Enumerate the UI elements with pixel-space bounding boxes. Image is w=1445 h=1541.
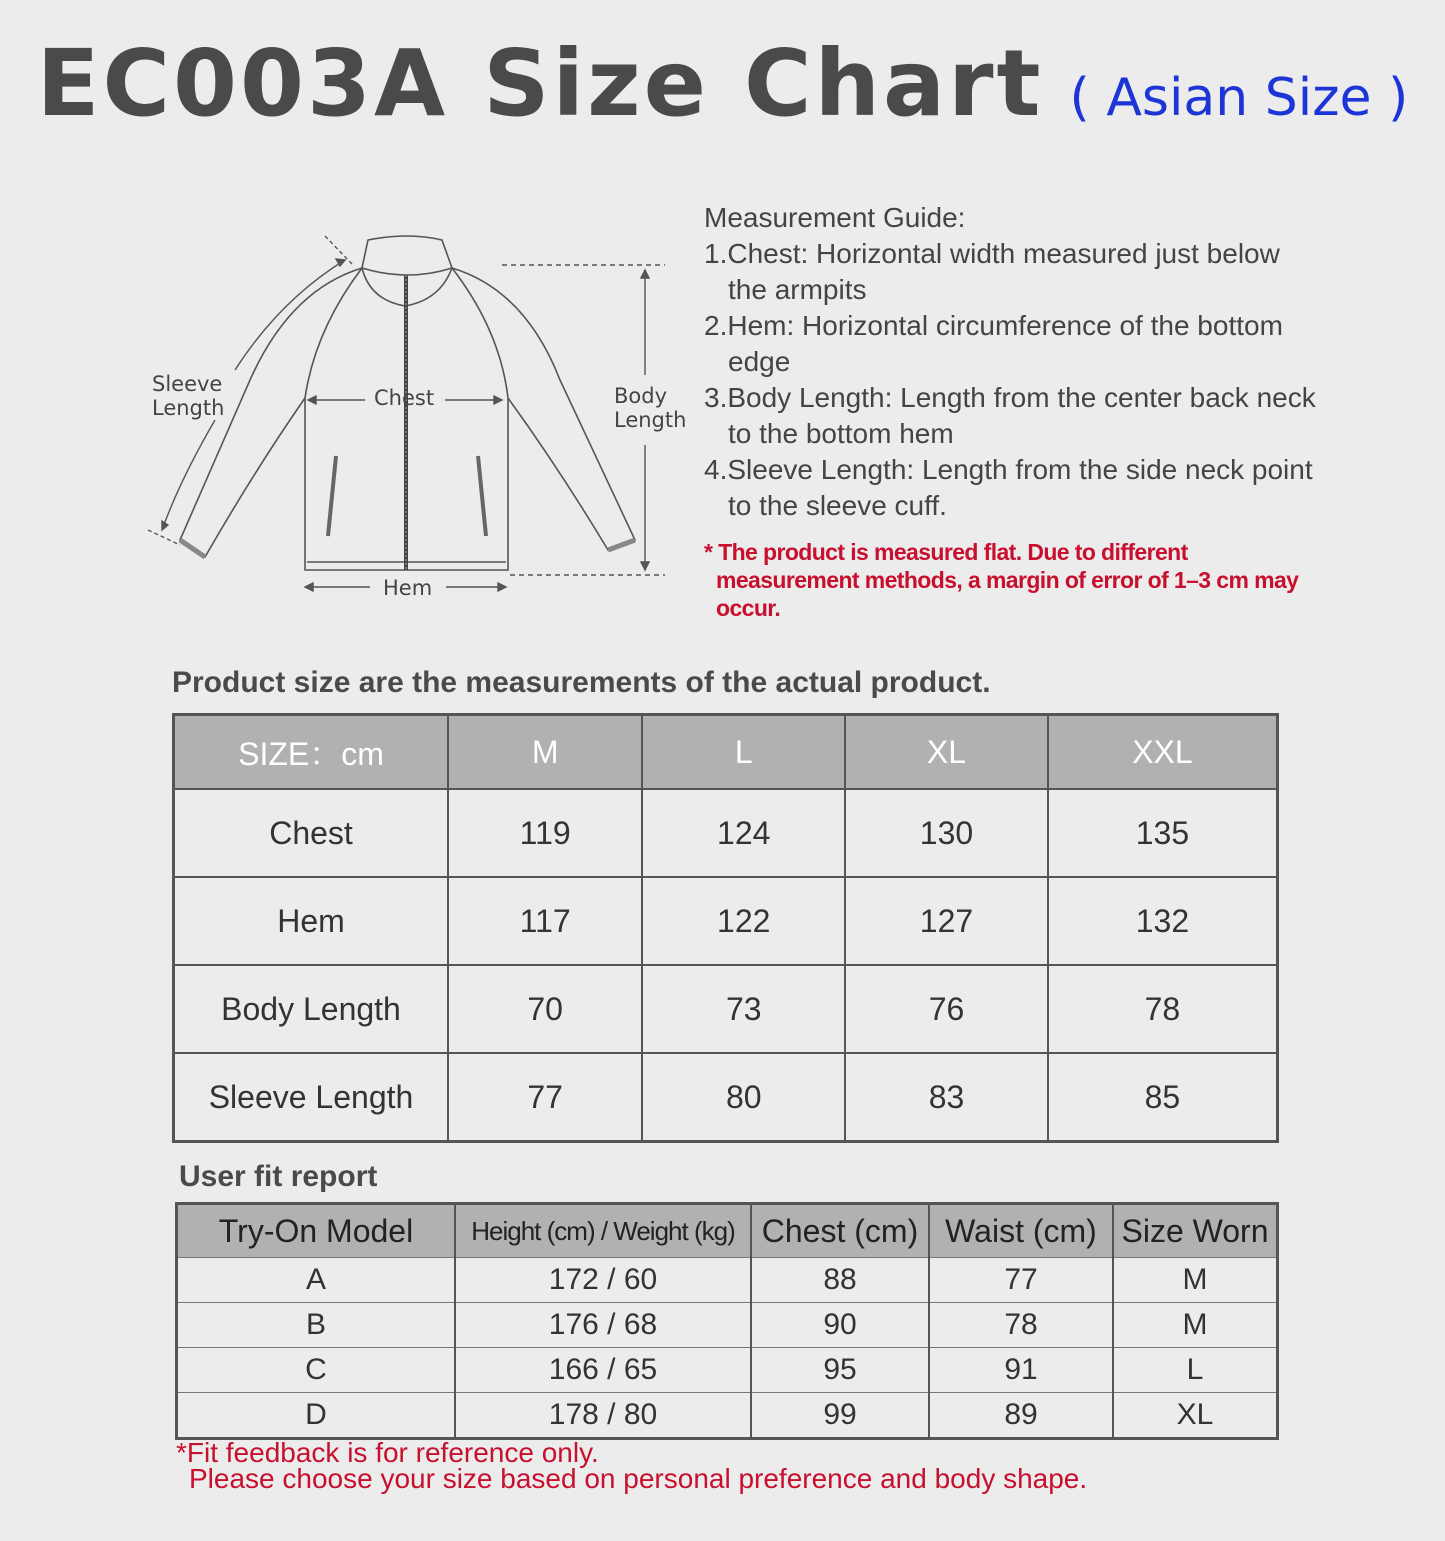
- cell-waist: 89: [929, 1393, 1113, 1439]
- cell-value: 77: [448, 1053, 642, 1142]
- row-label: Sleeve Length: [174, 1053, 449, 1142]
- cell-size-worn: XL: [1113, 1393, 1278, 1439]
- title-main: EC003A Size Chart: [36, 30, 1044, 137]
- table-row: [177, 1348, 1278, 1393]
- header-size-unit: SIZE：cm: [174, 715, 449, 790]
- guide-item-chest: 1.Chest: Horizontal width measured just below the armpits: [704, 238, 1280, 305]
- cell-value: 73: [642, 965, 845, 1053]
- row-label: Hem: [174, 877, 449, 965]
- cell-value: 127: [845, 877, 1048, 965]
- cell-value: 132: [1048, 877, 1278, 965]
- cell-height-weight: 172 / 60: [455, 1258, 751, 1303]
- row-label: Chest: [174, 789, 449, 877]
- header-size-worn: Size Worn: [1113, 1204, 1278, 1258]
- cell-chest: 95: [751, 1348, 929, 1393]
- cell-value: 130: [845, 789, 1048, 877]
- cell-model: C: [177, 1348, 456, 1393]
- jacket-diagram: [140, 220, 700, 620]
- table-row: [174, 965, 1278, 1053]
- footnote-line-1: *Fit feedback is for reference only.: [176, 1437, 599, 1468]
- header-chest: Chest (cm): [751, 1204, 929, 1258]
- cell-size-worn: M: [1113, 1258, 1278, 1303]
- cell-value: 83: [845, 1053, 1048, 1142]
- cell-value: 70: [448, 965, 642, 1053]
- measurement-guide: [704, 200, 1324, 622]
- fit-footnote: [176, 1437, 1088, 1494]
- table-row: [177, 1303, 1278, 1348]
- cell-value: 135: [1048, 789, 1278, 877]
- header-size-xxl: XXL: [1048, 715, 1278, 790]
- cell-value: 117: [448, 877, 642, 965]
- measurement-note: * The product is measured flat. Due to different measurement methods, a margin of error of 1–3 cm may occur.: [704, 539, 1299, 621]
- cell-value: 78: [1048, 965, 1278, 1053]
- table-row: [174, 789, 1278, 877]
- table-header-row: [174, 715, 1278, 790]
- product-size-table: [172, 713, 1279, 1143]
- cell-chest: 99: [751, 1393, 929, 1439]
- table-header-row: [177, 1204, 1278, 1258]
- fit-report-heading: User fit report: [179, 1160, 378, 1193]
- table-row: [177, 1258, 1278, 1303]
- cell-value: 119: [448, 789, 642, 877]
- cell-waist: 91: [929, 1348, 1113, 1393]
- cell-value: 122: [642, 877, 845, 965]
- table-row: [174, 1053, 1278, 1142]
- page-title: [0, 30, 1445, 137]
- title-sub: ( Asian Size ): [1069, 68, 1409, 128]
- cell-model: D: [177, 1393, 456, 1439]
- fit-report-table: [175, 1202, 1279, 1440]
- guide-item-sleeve-length: 4.Sleeve Length: Length from the side neck point to the sleeve cuff.: [704, 454, 1313, 521]
- cell-waist: 77: [929, 1258, 1113, 1303]
- cell-value: 124: [642, 789, 845, 877]
- header-model: Try-On Model: [177, 1204, 456, 1258]
- cell-model: B: [177, 1303, 456, 1348]
- cell-chest: 90: [751, 1303, 929, 1348]
- cell-size-worn: L: [1113, 1348, 1278, 1393]
- table-row: [177, 1393, 1278, 1439]
- header-height-weight: Height (cm) / Weight (kg): [455, 1204, 751, 1258]
- header-waist: Waist (cm): [929, 1204, 1113, 1258]
- hem-label: Hem: [383, 576, 433, 600]
- sleeve-length-label: Sleeve Length: [152, 372, 225, 420]
- table-row: [174, 877, 1278, 965]
- cell-waist: 78: [929, 1303, 1113, 1348]
- footnote-line-2: Please choose your size based on personal preference and body shape.: [189, 1463, 1088, 1494]
- cell-value: 76: [845, 965, 1048, 1053]
- cell-size-worn: M: [1113, 1303, 1278, 1348]
- header-size-xl: XL: [845, 715, 1048, 790]
- cell-model: A: [177, 1258, 456, 1303]
- guide-item-body-length: 3.Body Length: Length from the center back neck to the bottom hem: [704, 382, 1316, 449]
- product-size-heading: Product size are the measurements of the actual product.: [172, 666, 991, 699]
- cell-height-weight: 176 / 68: [455, 1303, 751, 1348]
- chest-label: Chest: [374, 386, 435, 410]
- row-label: Body Length: [174, 965, 449, 1053]
- cell-value: 80: [642, 1053, 845, 1142]
- cell-height-weight: 178 / 80: [455, 1393, 751, 1439]
- cell-value: 85: [1048, 1053, 1278, 1142]
- header-size-l: L: [642, 715, 845, 790]
- header-size-m: M: [448, 715, 642, 790]
- guide-title: Measurement Guide:: [704, 202, 966, 233]
- body-length-label: Body Length: [614, 384, 687, 432]
- guide-item-hem: 2.Hem: Horizontal circumference of the bottom edge: [704, 310, 1283, 377]
- cell-chest: 88: [751, 1258, 929, 1303]
- cell-height-weight: 166 / 65: [455, 1348, 751, 1393]
